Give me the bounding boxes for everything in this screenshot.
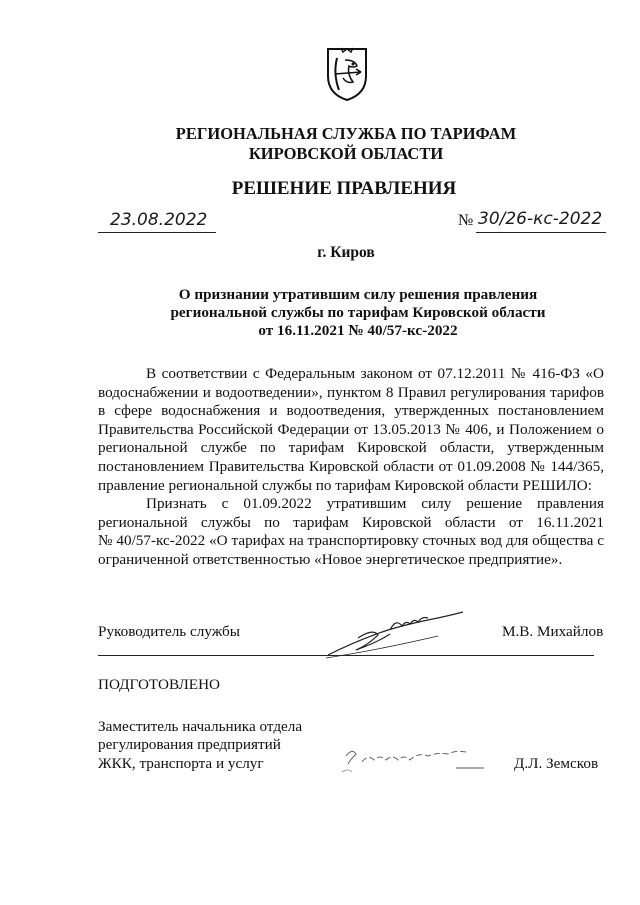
- preparer-position-line3: ЖКК, транспорта и услуг: [98, 755, 264, 772]
- number-sign: №: [458, 212, 474, 229]
- kirov-coat-of-arms-icon: [325, 46, 369, 102]
- signature-divider: [98, 655, 594, 656]
- body-line: В соответствии с Федеральным законом от 07.12.2011 № 416-ФЗ «О: [146, 365, 604, 382]
- handwritten-number: 30/26-кс-2022: [478, 209, 603, 229]
- signer-position: Руководитель службы: [98, 623, 240, 640]
- body-line: ограниченной ответственностью «Новое энергетическое предприятие».: [98, 550, 563, 568]
- org-name-line2: КИРОВСКОЙ ОБЛАСТИ: [248, 144, 444, 163]
- document-type-title: РЕШЕНИЕ ПРАВЛЕНИЯ: [231, 178, 457, 199]
- body-line: № 40/57-кс-2022 «О тарифах на транспортировку сточных вод для общества с: [98, 532, 604, 550]
- body-line: правление региональной службы по тарифам Кировской области РЕШИЛО:: [98, 476, 592, 494]
- subject-line3: от 16.11.2021 № 40/57-кс-2022: [258, 322, 458, 339]
- signer-name: М.В. Михайлов: [502, 623, 604, 640]
- city: г. Киров: [317, 244, 375, 261]
- body-line: в сфере водоснабжения и водоотведения, утвержденных постановлением: [98, 402, 604, 420]
- body-line: Признать с 01.09.2022 утратившим силу решение правления: [146, 495, 604, 512]
- preparer-position-line2: регулирования предприятий: [98, 736, 281, 753]
- body-line: постановлением Правительства Кировской области от 01.09.2008 № 144/365,: [98, 457, 604, 475]
- number-underline: [476, 232, 606, 233]
- body-line: региональной службе по тарифам Кировской области, утвержденным: [98, 439, 604, 457]
- date-underline: [98, 232, 216, 233]
- body-line: водоснабжении и водоотведении», пунктом 8 Правил регулирования тарифов: [98, 383, 604, 401]
- org-name-line1: РЕГИОНАЛЬНАЯ СЛУЖБА ПО ТАРИФАМ: [175, 124, 517, 143]
- body-paragraph-2: [98, 495, 604, 569]
- body-paragraph-1: [98, 365, 604, 495]
- subject-line1: О признании утратившим силу решения правления: [178, 286, 538, 303]
- handwritten-date: 23.08.2022: [110, 210, 208, 230]
- body-line: Правительства Российской Федерации от 13.05.2013 № 406, и Положением о: [98, 420, 604, 438]
- coat-of-arms: [325, 46, 369, 102]
- body-line: региональной службы по тарифам Кировской области от 16.11.2021: [98, 513, 604, 531]
- signature: [318, 600, 468, 670]
- preparer-signature: [338, 738, 488, 788]
- preparer-position-line1: Заместитель начальника отдела: [98, 718, 303, 735]
- prepared-label: ПОДГОТОВЛЕНО: [98, 676, 221, 693]
- preparer-name: Д.Л. Земсков: [514, 755, 599, 772]
- subject-line2: региональной службы по тарифам Кировской области: [170, 304, 546, 321]
